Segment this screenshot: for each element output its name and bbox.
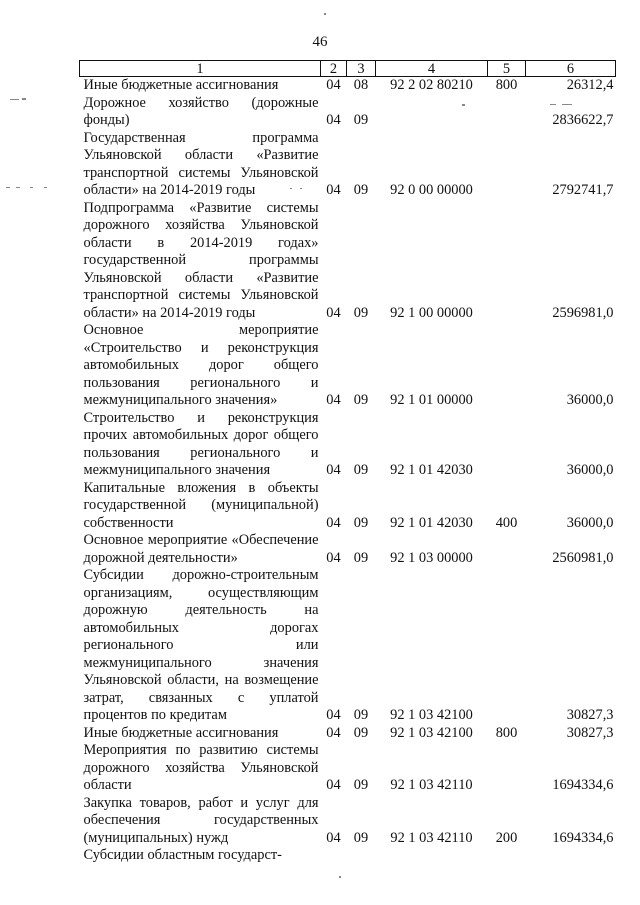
- row-code: 92 1 01 42030: [390, 514, 473, 531]
- row-code: 92 1 03 42110: [390, 829, 473, 846]
- row-code: 92 1 01 42030: [390, 462, 473, 478]
- table-row: [80, 847, 616, 865]
- row-expense-kind: [488, 567, 526, 725]
- row-subsection: 09: [353, 112, 369, 128]
- table-row: [80, 480, 616, 533]
- row-name: Иные бюджетные ассигнования: [83, 77, 279, 93]
- row-name: Государственная программа Ульяновской области «Развитие транспортной системы Ульяновской области» на 2014-2019 годы: [83, 129, 319, 198]
- row-expense-kind: [488, 532, 526, 567]
- row-sum: 30827,3: [566, 724, 614, 741]
- row-code: [376, 95, 488, 130]
- row-sum: 36000,0: [566, 392, 614, 408]
- row-code: 92 1 01 00000: [390, 392, 473, 408]
- row-section: 04: [326, 462, 341, 478]
- row-code: [376, 847, 488, 865]
- row-expense-kind: 800: [495, 77, 518, 93]
- column-header-4: 4: [376, 61, 488, 77]
- row-expense-kind: 200: [495, 829, 518, 846]
- row-section: 04: [326, 514, 341, 531]
- row-sum: 36000,0: [566, 462, 614, 478]
- row-expense-kind: [488, 410, 526, 480]
- table-row: [80, 567, 616, 725]
- row-expense-kind: 800: [495, 724, 518, 741]
- column-header-6: 6: [526, 61, 616, 77]
- row-section: [321, 847, 347, 865]
- table-row: [80, 795, 616, 848]
- budget-table: [79, 60, 616, 865]
- row-section: 04: [326, 182, 341, 198]
- row-sum: 2560981,0: [552, 549, 614, 566]
- row-expense-kind: [488, 742, 526, 795]
- page-number: 46: [312, 34, 328, 50]
- column-header-2: 2: [321, 61, 347, 77]
- table-row: [80, 742, 616, 795]
- row-section: 04: [326, 112, 341, 128]
- row-expense-kind: [488, 130, 526, 200]
- row-code: 92 1 03 42110: [390, 777, 473, 793]
- row-name: Основное мероприятие «Обеспечение дорожной деятельности»: [83, 532, 319, 566]
- column-header-3: 3: [347, 61, 376, 77]
- row-name: Субсидии областным государст-: [83, 847, 282, 863]
- table-row: [80, 130, 616, 200]
- row-expense-kind: [488, 322, 526, 410]
- budget-table-body: [80, 77, 616, 865]
- row-section: 04: [326, 707, 341, 723]
- row-sum: 1694334,6: [552, 777, 614, 793]
- column-header-1: 1: [80, 61, 321, 77]
- row-name: Подпрограмма «Развитие системы дорожного хозяйства Ульяновской области в 2014-2019 годах» государственной программы Ульяновской области «Развитие транспортной системы Ульяновской области» на 2014-2019 годы: [83, 199, 319, 321]
- row-section: 04: [326, 392, 341, 408]
- row-sum: 2792741,7: [552, 182, 614, 198]
- row-name: Иные бюджетные ассигнования: [83, 724, 279, 741]
- row-code: 92 1 03 00000: [390, 549, 473, 566]
- row-sum: 36000,0: [566, 514, 614, 531]
- row-expense-kind: 400: [495, 514, 518, 531]
- row-sum: 2836622,7: [552, 112, 614, 128]
- row-code: 92 1 03 42100: [390, 707, 473, 723]
- table-row: [80, 77, 616, 95]
- row-expense-kind: [488, 95, 526, 130]
- row-subsection: 09: [353, 392, 369, 408]
- row-expense-kind: [488, 200, 526, 323]
- row-subsection: 09: [353, 514, 369, 531]
- row-sum: 2596981,0: [552, 304, 614, 321]
- row-sum: 30827,3: [566, 707, 614, 723]
- row-code: 92 0 00 00000: [390, 182, 473, 198]
- table-row: [80, 532, 616, 567]
- row-section: 04: [326, 724, 341, 741]
- table-row: [80, 200, 616, 323]
- budget-table-container: [79, 60, 615, 865]
- table-row: [80, 322, 616, 410]
- row-section: 04: [326, 777, 341, 793]
- row-subsection: 09: [353, 462, 369, 478]
- row-subsection: 08: [353, 77, 369, 93]
- row-subsection: [347, 847, 376, 865]
- row-section: 04: [326, 304, 341, 321]
- row-subsection: 09: [353, 829, 369, 846]
- row-sum: 1694334,6: [552, 829, 614, 846]
- table-row: [80, 725, 616, 743]
- row-name: Дорожное хозяйство (дорожные фонды): [83, 94, 319, 128]
- row-name: Строительство и реконструкция прочих автомобильных дорог общего пользования регионального и межмуниципального значения: [83, 409, 319, 478]
- row-name: Мероприятия по развитию системы дорожного хозяйства Ульяновской области: [83, 742, 319, 793]
- row-code: 92 2 02 80210: [390, 77, 473, 93]
- row-section: 04: [326, 549, 341, 566]
- column-header-5: 5: [488, 61, 526, 77]
- row-subsection: 09: [353, 304, 369, 321]
- row-sum: 26312,4: [566, 77, 614, 93]
- row-code: 92 1 03 42100: [390, 724, 473, 741]
- row-expense-kind: [488, 847, 526, 865]
- row-name: Субсидии дорожно-строительным организациям, осуществляющим дорожную деятельность на автомобильных дорогах регионального или межмуниципального значения Ульяновской области, на возмещение затрат, связанных с уплатой процентов по кредитам: [83, 567, 319, 723]
- row-subsection: 09: [353, 724, 369, 741]
- row-section: 04: [326, 77, 341, 93]
- row-name: Основное мероприятие «Строительство и реконструкция автомобильных дорог общего пользования регионального и межмуниципального значения»: [83, 322, 319, 408]
- row-name: Закупка товаров, работ и услуг для обеспечения государственных (муниципальных) нужд: [83, 794, 319, 846]
- row-section: 04: [326, 829, 341, 846]
- table-row: [80, 95, 616, 130]
- row-subsection: 09: [353, 777, 369, 793]
- row-sum: [526, 847, 616, 865]
- row-name: Капитальные вложения в объекты государственной (муниципальной) собственности: [83, 479, 319, 531]
- row-code: 92 1 00 00000: [390, 304, 473, 321]
- column-number-header-row: [80, 61, 616, 77]
- row-subsection: 09: [353, 707, 369, 723]
- row-subsection: 09: [353, 549, 369, 566]
- row-subsection: 09: [353, 182, 369, 198]
- table-row: [80, 410, 616, 480]
